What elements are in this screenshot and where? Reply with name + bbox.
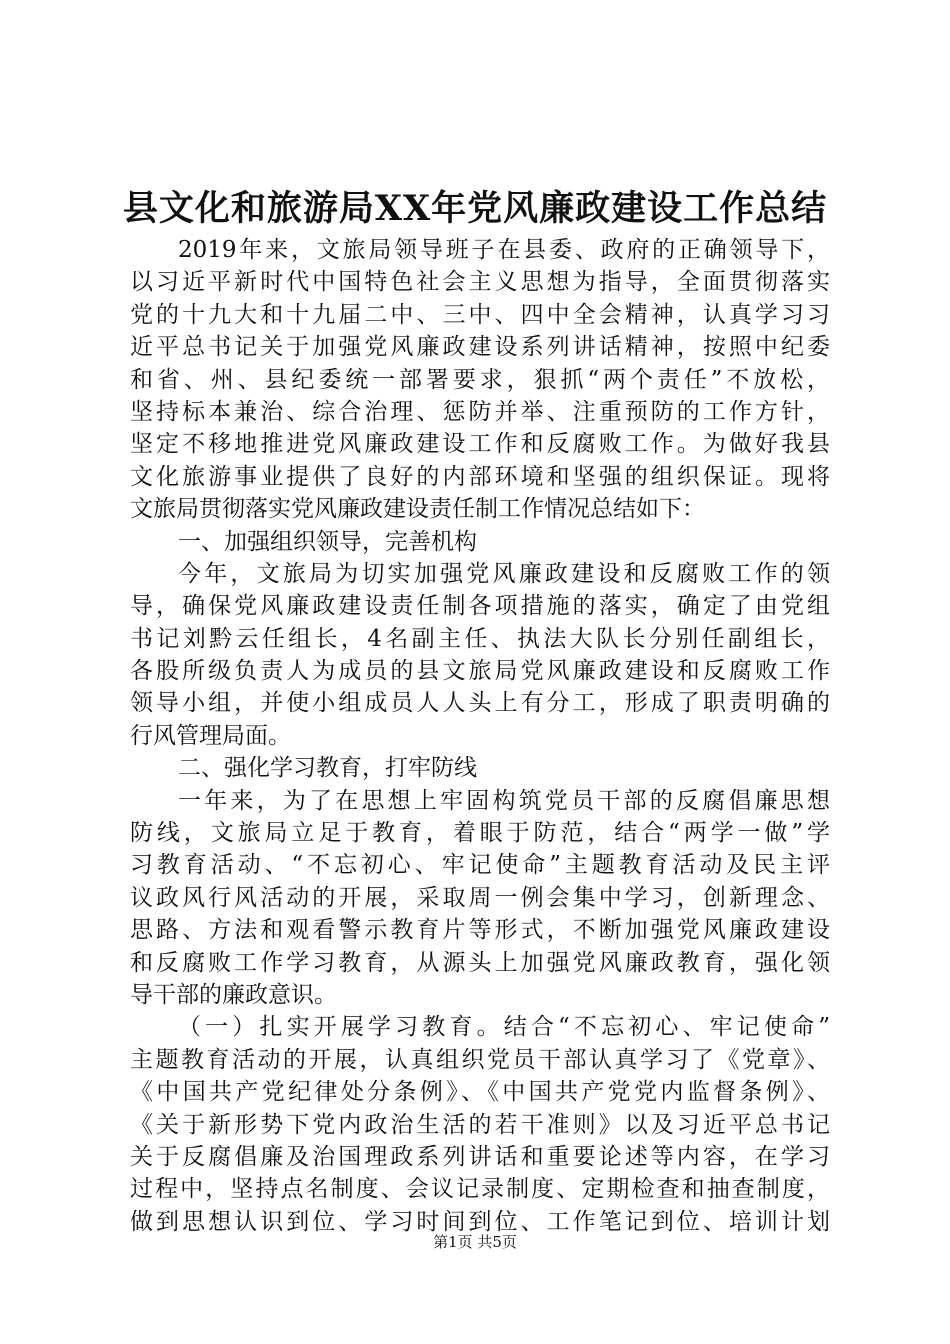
body-text-line: 《中国共产党纪律处分条例》、《中国共产党党内监督条例》、 — [130, 1079, 830, 1106]
body-text-line: 导，确保党风廉政建设责任制各项措施的落实，确定了由党组 — [130, 593, 830, 620]
body-text-line: 近平总书记关于加强党风廉政建设系列讲话精神，按照中纪委 — [130, 334, 830, 361]
body-text-line: 过程中，坚持点名制度、会议记录制度、定期检查和抽查制度， — [130, 1176, 830, 1203]
body-text-line: 主题教育活动的开展，认真组织党员干部认真学习了《党章》、 — [130, 1046, 830, 1073]
body-text-line: 《关于新形势下党内政治生活的若干准则》以及习近平总书记 — [130, 1111, 830, 1138]
body-text-line: 一、加强组织领导，完善机构 — [178, 528, 477, 555]
body-text-line: 行风管理局面。 — [130, 722, 291, 749]
body-text-line: 坚持标本兼治、综合治理、惩防并举、注重预防的工作方针， — [130, 398, 830, 425]
body-text-line: 关于反腐倡廉及治国理政系列讲话和重要论述等内容，在学习 — [130, 1143, 830, 1170]
document-body — [130, 234, 830, 1238]
body-text-line: 习教育活动、“不忘初心、牢记使命”主题教育活动及民主评 — [130, 852, 830, 879]
body-text-line: 思路、方法和观看警示教育片等形式，不断加强党风廉政建设 — [130, 917, 830, 944]
body-text-line: 各股所级负责人为成员的县文旅局党风廉政建设和反腐败工作 — [130, 658, 830, 685]
body-text-line: 防线，文旅局立足于教育，着眼于防范，结合“两学一做”学 — [130, 820, 830, 847]
body-text-line: 领导小组，并使小组成员人人头上有分工，形成了职责明确的 — [130, 690, 830, 717]
body-text-line: 一年来，为了在思想上牢固构筑党员干部的反腐倡廉思想 — [178, 787, 830, 814]
body-text-line: 以习近平新时代中国特色社会主义思想为指导，全面贯彻落实 — [130, 269, 830, 296]
body-text-line: 文化旅游事业提供了良好的内部环境和坚强的组织保证。现将 — [130, 463, 830, 490]
body-text-line: 今年，文旅局为切实加强党风廉政建设和反腐败工作的领 — [178, 560, 830, 587]
page-footer: 第1页 共5页 — [433, 1233, 517, 1251]
body-text-line: 坚定不移地推进党风廉政建设工作和反腐败工作。为做好我县 — [130, 431, 830, 458]
body-text-line: 书记刘黔云任组长，4名副主任、执法大队长分别任副组长， — [130, 625, 830, 652]
document-title: 县文化和旅游局XX年党风廉政建设工作总结 — [122, 188, 828, 229]
body-text-line: 文旅局贯彻落实党风廉政建设责任制工作情况总结如下： — [130, 496, 705, 523]
body-text-line: 导干部的廉政意识。 — [130, 981, 337, 1008]
body-text-line: 和反腐败工作学习教育，从源头上加强党风廉政教育，强化领 — [130, 949, 830, 976]
body-text-line: 二、强化学习教育，打牢防线 — [178, 755, 477, 782]
body-text-line: 议政风行风活动的开展，采取周一例会集中学习，创新理念、 — [130, 884, 830, 911]
body-text-line: （一）扎实开展学习教育。结合“不忘初心、牢记使命” — [178, 1014, 830, 1041]
body-text-line: 2019年来，文旅局领导班子在县委、政府的正确领导下， — [178, 237, 830, 263]
body-text-line: 做到思想认识到位、学习时间到位、工作笔记到位、培训计划 — [130, 1208, 830, 1235]
body-text-line: 和省、州、县纪委统一部署要求，狠抓“两个责任”不放松， — [130, 366, 830, 393]
body-text-line: 党的十九大和十九届二中、三中、四中全会精神，认真学习习 — [130, 301, 830, 328]
